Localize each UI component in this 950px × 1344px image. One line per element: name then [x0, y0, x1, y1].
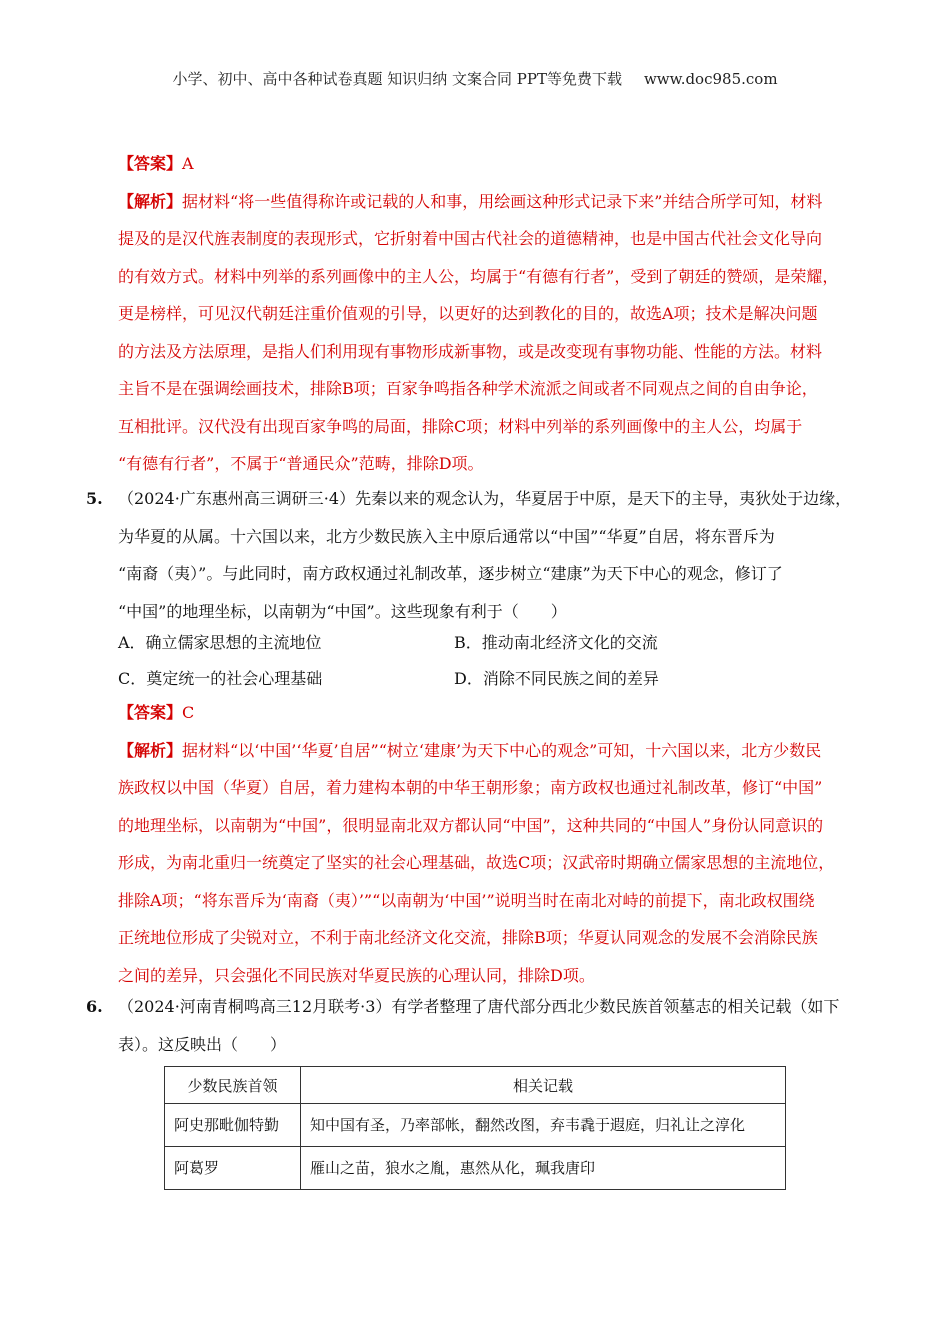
q5-option-a[interactable]: A．确立儒家思想的主流地位: [118, 633, 322, 652]
q5-number: 5.: [86, 489, 103, 508]
q4-analysis-line: 互相批评。汉代没有出现百家争鸣的局面，排除C项；材料中列举的系列画像中的主人公，均属于: [118, 416, 803, 436]
q5-stem-line: “南裔（夷）”。与此同时，南方政权通过礼制改革，逐步树立“建康”为天下中心的观念，修订了: [118, 564, 783, 583]
q5-answer-line: [118, 694, 863, 732]
q4-analysis-line: [118, 183, 863, 221]
q4-analysis-text: 据材料“将一些值得称许或记载的人和事，用绘画这种形式记录下来”并结合所学可知，材料: [182, 191, 823, 211]
q5-option-c[interactable]: C．奠定统一的社会心理基础: [118, 669, 323, 688]
q5-answer-value: C: [182, 703, 195, 722]
q4-analysis-line: “有德有行者”，不属于“普通民众”范畴，排除D项。: [118, 454, 484, 473]
q5-analysis-line: 之间的差异，只会强化不同民族对华夏民族的心理认同，排除D项。: [118, 965, 595, 985]
table-header-cell: 少数民族首领: [165, 1067, 301, 1104]
table-header-row: [165, 1067, 786, 1104]
q5-option-d[interactable]: D．消除不同民族之间的差异: [454, 669, 659, 688]
table-cell-record: 雁山之苗，狼水之胤，惠然从化，珮我唐印: [301, 1147, 786, 1190]
q5-analysis-line: 的地理坐标，以南朝为“中国”，很明显南北双方都认同“中国”，这种共同的“中国人”身份认同意识的: [118, 815, 824, 835]
q4-analysis-line: 的方法及方法原理，是指人们利用现有事物形成新事物，或是改变现有事物功能、性能的方法。材料: [118, 341, 823, 361]
q6-number: 6.: [86, 997, 103, 1016]
q4-analysis-line: 更是榜样，可见汉代朝廷注重价值观的引导，以更好的达到教化的目的，故选A项；技术是解决问题: [118, 304, 818, 323]
q4-answer-block: [118, 145, 863, 483]
q4-answer-tag: 【答案】: [118, 154, 183, 173]
q5-answer-block: [118, 694, 863, 994]
table-row: [165, 1104, 786, 1147]
table-header-cell: 相关记载: [301, 1067, 786, 1104]
q4-analysis-line: 的有效方式。材料中列举的系列画像中的主人公，均属于“有德有行者”，受到了朝廷的赞颂，是荣耀，: [118, 266, 839, 286]
q5-analysis-line: 族政权以中国（华夏）自居，着力建构本朝的中华王朝形象；南方政权也通过礼制改革，修订“中国”: [118, 778, 823, 797]
q4-analysis-tag: 【解析】: [118, 191, 183, 211]
table-cell-leader: 阿葛罗: [165, 1147, 301, 1190]
q5-analysis-text: 据材料“以‘中国’‘华夏’自居”“树立‘建康’为天下中心的观念”可知，十六国以来，北方少数民: [182, 740, 822, 760]
q5-stem-line: “中国”的地理坐标，以南朝为“中国”。这些现象有利于（ ）: [118, 601, 567, 621]
q6-stem-line: （2024·河南青桐鸣高三12月联考·3）有学者整理了唐代部分西北少数民族首领墓志的相关记载（如下: [118, 997, 840, 1016]
header-url[interactable]: www.doc985.com: [643, 70, 778, 88]
q5-option-b[interactable]: B．推动南北经济文化的交流: [454, 633, 658, 652]
header-tagline: 小学、初中、高中各种试卷真题 知识归纳 文案合同 PPT等免费下载: [172, 70, 622, 88]
q5-stem: [118, 480, 863, 630]
q5-answer-tag: 【答案】: [118, 703, 183, 722]
table-cell-record: 知中国有圣，乃率部帐，翻然改图，弃韦毳于遐庭，归礼让之淳化: [301, 1104, 786, 1147]
q5-stem-line: （2024·广东惠州高三调研三·4）先秦以来的观念认为，华夏居于中原，是天下的主导，夷狄处于边缘，: [118, 489, 852, 508]
q5-analysis-line: [118, 732, 863, 770]
q4-analysis-line: 提及的是汉代旌表制度的表现形式，它折射着中国古代社会的道德精神，也是中国古代社会文化导向: [118, 229, 823, 248]
q4-answer-value: A: [182, 154, 194, 173]
table-row: [165, 1147, 786, 1190]
q5-analysis-line: 排除A项；“将东晋斥为‘南裔（夷）’”“以南朝为‘中国’”说明当时在南北对峙的前提下，南北政权围绕: [118, 890, 815, 910]
table-cell-leader: 阿史那毗伽特勤: [165, 1104, 301, 1147]
page-header: [0, 68, 950, 89]
q5-analysis-line: 正统地位形成了尖锐对立，不利于南北经济文化交流，排除B项；华夏认同观念的发展不会消除民族: [118, 928, 818, 947]
q6-stem: [118, 988, 863, 1063]
q5-stem-line: 为华夏的从属。十六国以来，北方少数民族入主中原后通常以“中国”“华夏”自居，将东晋斥为: [118, 526, 775, 546]
q6-stem-line: 表）。这反映出（ ）: [118, 1034, 287, 1054]
q5-analysis-line: 形成，为南北重归一统奠定了坚实的社会心理基础，故选C项；汉武帝时期确立儒家思想的主流地位，: [118, 853, 835, 872]
q4-answer-line: [118, 145, 863, 183]
q4-analysis-line: 主旨不是在强调绘画技术，排除B项；百家争鸣指各种学术流派之间或者不同观点之间的自由争论，: [118, 379, 818, 398]
q6-table: [164, 1066, 786, 1190]
q5-analysis-tag: 【解析】: [118, 740, 183, 760]
